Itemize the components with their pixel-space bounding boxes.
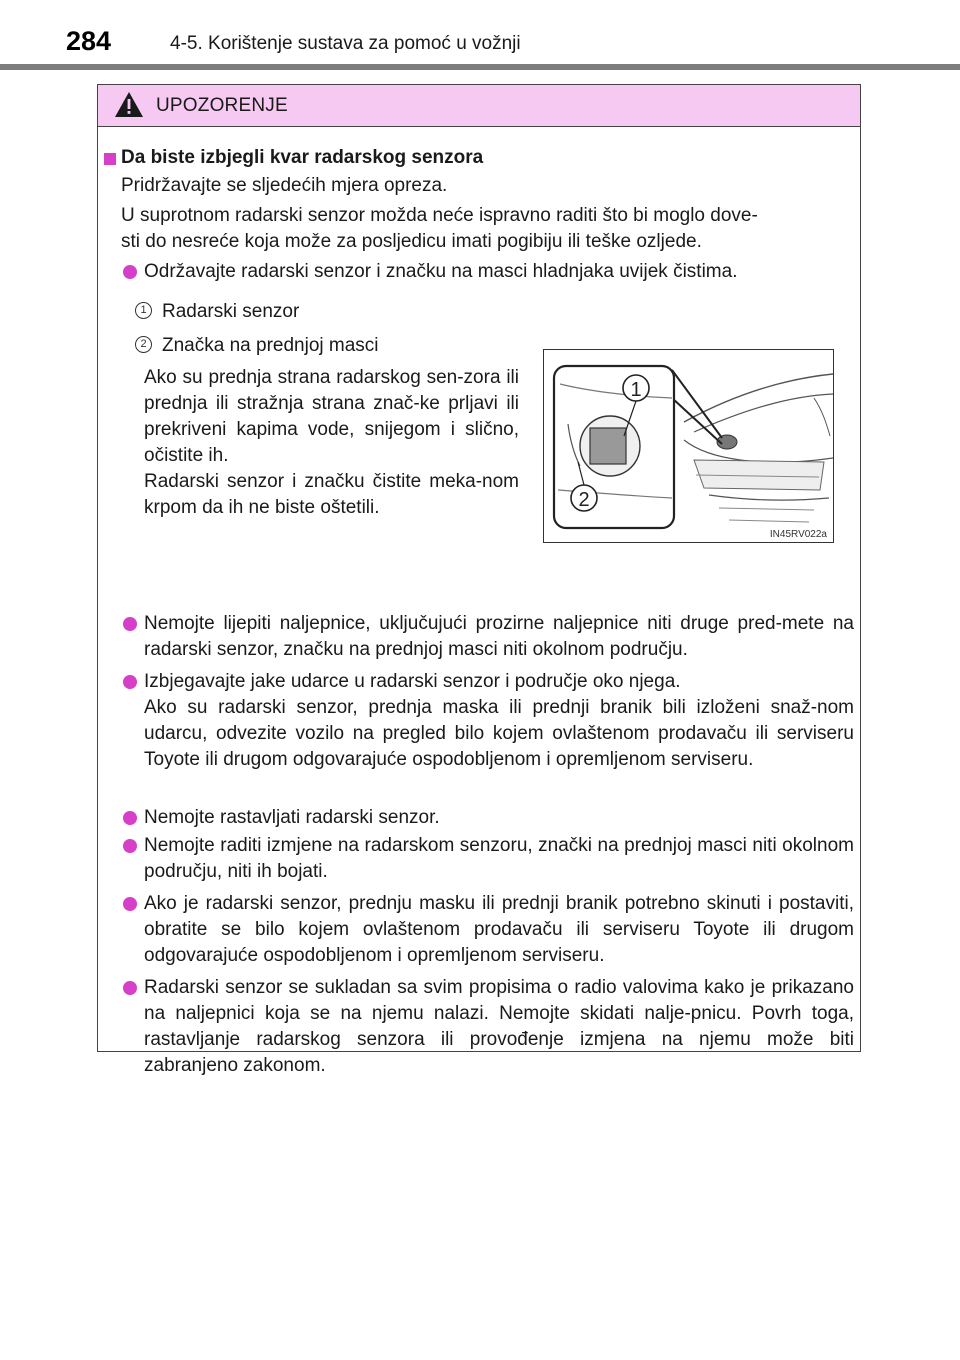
warning-box bbox=[97, 84, 861, 1076]
warning-triangle-icon bbox=[114, 91, 144, 118]
car-front-drawing bbox=[544, 350, 833, 542]
warning-label: UPOZORENJE bbox=[156, 95, 288, 116]
header-rule bbox=[0, 64, 960, 70]
bullet-dot-icon bbox=[123, 675, 137, 689]
item-number-badge: 1 bbox=[135, 302, 152, 319]
bullet-regulations: Radarski senzor se sukladan sa svim propisima o radio valovima kako je prikazano na naljepnici koja se na njemu nalazi. Nemojte skidati nalje-pnicu. Povrh toga, rastavljanje radarskog senzora ili provođenje izmjena na njemu može biti zabranjeno zakonom. bbox=[144, 977, 854, 1076]
bullet-no-disassembly: Nemojte rastavljati radarski senzor. bbox=[144, 807, 440, 828]
item-radar-sensor: Radarski senzor bbox=[162, 301, 300, 322]
clean-note: Ako su prednja strana radarskog sen-zora ili prednja ili stražnja strana znač-ke prljavi ili prekriveni kapima vode, snijegom i slično, očistite ih. bbox=[144, 367, 519, 466]
page-number: 284 bbox=[66, 26, 112, 56]
clean-note-soft-cloth: Radarski senzor i značku čistite meka-nom krpom da ih ne biste oštetili. bbox=[144, 471, 519, 518]
bullet-removal-installation: Ako je radarski senzor, prednju masku ili prednji branik potrebno skinuti i postaviti, obratite se bilo kojem ovlaštenom prodavaču ili serviseru Toyote ili drugom odgovarajuće ospodobljenom i opremljenom serviseru. bbox=[144, 893, 854, 966]
bullet-no-stickers: Nemojte lijepiti naljepnice, uključujući prozirne naljepnice niti druge pred-mete na radarski senzor, značku na prednjoj masci niti okolnom području. bbox=[144, 613, 854, 660]
bullet-no-modifications: Nemojte raditi izmjene na radarskom senzoru, znački na prednjoj masci niti okolnom području, niti ih bojati. bbox=[144, 835, 854, 882]
section-title: 4-5. Korištenje sustava za pomoć u vožnji bbox=[170, 33, 521, 54]
intro-text: Pridržavajte se sljedećih mjera opreza. bbox=[121, 175, 448, 196]
item-grille-emblem: Značka na prednjoj masci bbox=[162, 335, 379, 356]
bullet-dot-icon bbox=[123, 617, 137, 631]
bullet-keep-clean: Održavajte radarski senzor i značku na masci hladnjaka uvijek čistima. bbox=[144, 261, 738, 282]
bullet-dot-icon bbox=[123, 811, 137, 825]
warning-header bbox=[98, 85, 860, 127]
intro-text-line2: sti do nesreće koja može za posljedicu imati pogibiju ili teške ozljede. bbox=[121, 231, 702, 252]
intro-text-line1: U suprotnom radarski senzor možda neće ispravno raditi što bi moglo dove- bbox=[121, 205, 758, 226]
radar-sensor-illustration bbox=[543, 349, 834, 543]
page-header bbox=[66, 22, 896, 58]
item-number-badge: 2 bbox=[135, 336, 152, 353]
figure-code: IN45RV022a bbox=[769, 529, 827, 540]
bullet-dot-icon bbox=[123, 839, 137, 853]
callout-number: 1 bbox=[630, 379, 642, 401]
callout-number: 2 bbox=[578, 489, 590, 511]
bullet-dot-icon bbox=[123, 897, 137, 911]
bullet-dot-icon bbox=[123, 981, 137, 995]
section-square-icon bbox=[104, 153, 116, 165]
bullet-avoid-impacts-detail: Ako su radarski senzor, prednja maska ili prednji branik bili izloženi snaž-nom udarcu, odvezite vozilo na pregled bilo kojem ovlaštenom prodavaču ili serviseru Toyote ili drugom odgovarajuće ospodobljenom i opremljenom serviseru. bbox=[144, 697, 854, 770]
bullet-dot-icon bbox=[123, 265, 137, 279]
bullet-avoid-impacts: Izbjegavajte jake udarce u radarski senzor i područje oko njega. bbox=[144, 671, 681, 692]
warning-heading: Da biste izbjegli kvar radarskog senzora bbox=[121, 147, 484, 168]
